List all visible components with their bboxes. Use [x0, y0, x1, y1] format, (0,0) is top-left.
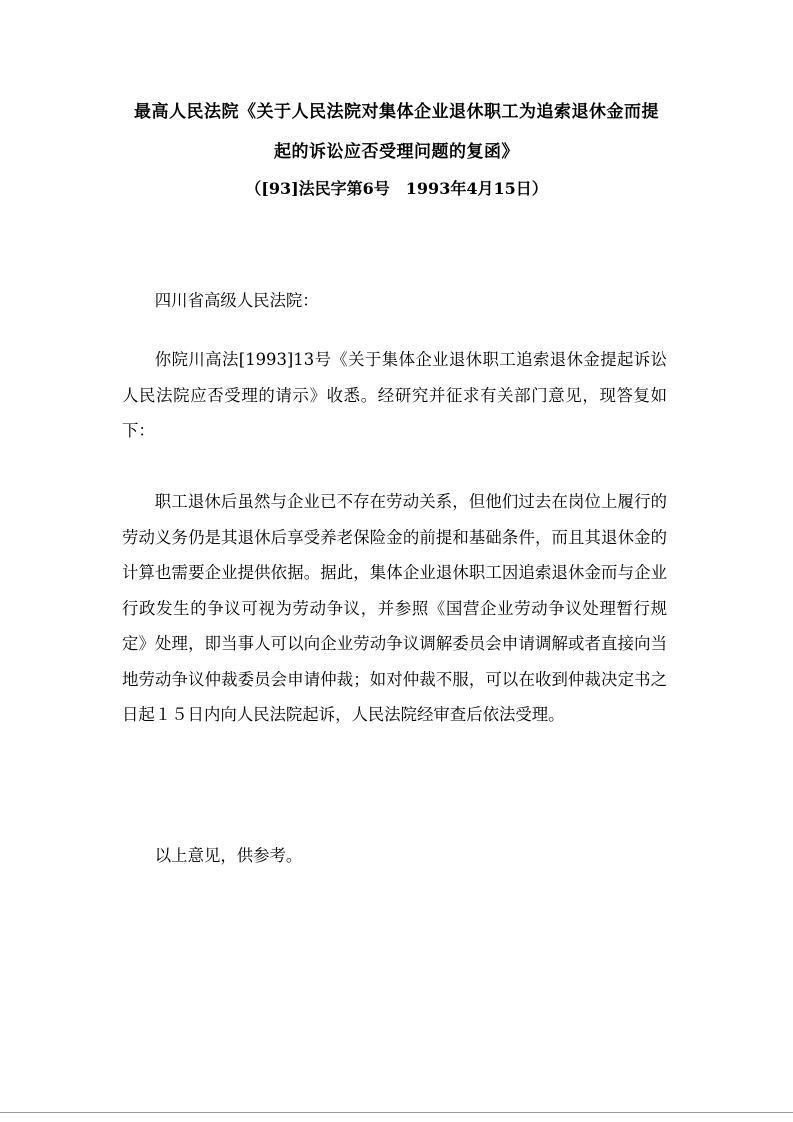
- document-title: [110, 92, 683, 172]
- title-line-1: 最高人民法院《关于人民法院对集体企业退休职工为追索退休金而提: [134, 102, 659, 122]
- addressee: 四川省高级人民法院：: [154, 291, 319, 310]
- paragraph-3: 以上意见，供参考。: [154, 846, 303, 865]
- page-bottom-rule: [0, 1112, 793, 1113]
- title-line-2: 起的诉讼应否受理问题的复函》: [274, 142, 519, 162]
- paragraph-2: 职工退休后虽然与企业已不存在劳动关系，但他们过去在岗位上履行的劳动义务仍是其退休后享受养老保险金的前提和基础条件，而且其退休金的计算也需要企业提供依据。据此，集体企业退休职工因追索退休金而与企业行政发生的争议可视为劳动争议，并参照《国营企业劳动争议处理暂行规定》处理，即当事人可以向企业劳动争议调解委员会申请调解或者直接向当地劳动争议仲裁委员会申请仲裁；如对仲裁不服，可以在收到仲裁决定书之日起１５日内向人民法院起诉，人民法院经审查后依法受理。: [122, 492, 667, 724]
- document-subtitle: （[93]法民字第6号 1993年4月15日）: [245, 179, 548, 198]
- paragraph-1: 你院川高法[1993]13号《关于集体企业退休职工追索退休金提起诉讼人民法院应否受理的请示》收悉。经研究并征求有关部门意见，现答复如下：: [122, 350, 667, 440]
